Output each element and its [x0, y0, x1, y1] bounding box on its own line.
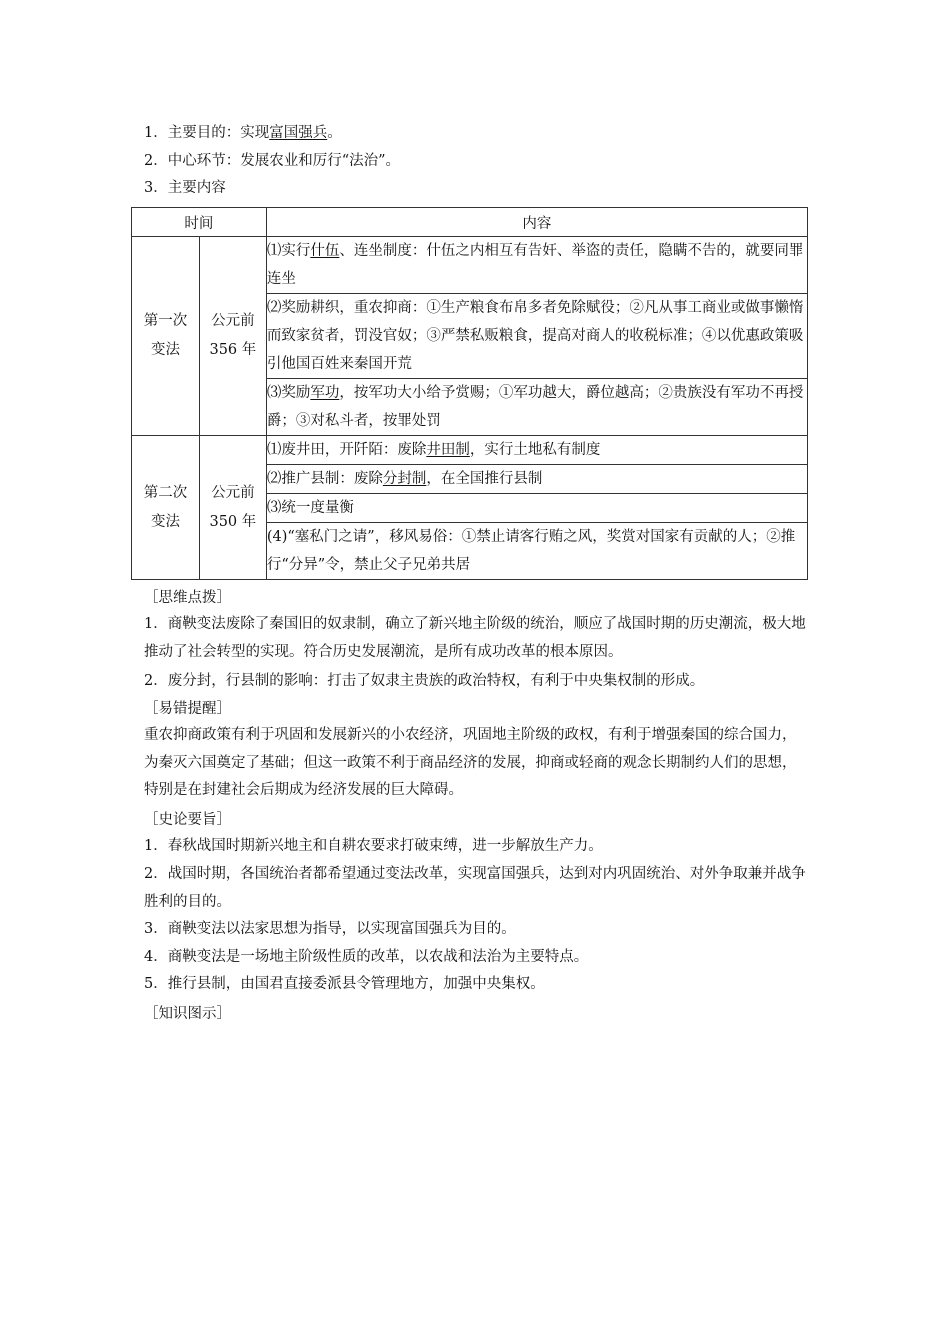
first-reform-label-line2: 变法: [150, 342, 180, 358]
first-reform-date: [199, 237, 266, 436]
first-reform-date-line1: 公元前: [211, 313, 255, 329]
second-item-2-underlined: 分封制: [382, 471, 427, 487]
thinking-paragraph-2: 2．废分封，行县制的影响：打击了奴隶主贵族的政治特权，有利于中央集权制的形成。: [144, 673, 705, 689]
first-reform-item-3: [266, 379, 807, 436]
diagram-heading: ［知识图示］: [144, 1006, 231, 1022]
history-paragraph-1: 1．春秋战国时期新兴地主和自耕农要求打破束缚，进一步解放生产力。: [144, 838, 603, 854]
mistakes-heading: ［易错提醒］: [144, 701, 231, 717]
second-reform-item-4: (4)“塞私门之请”，移风易俗：①禁止请客行贿之风，奖赏对国家有贡献的人；②推行“分异”令，禁止父子兄弟共居: [266, 523, 807, 580]
history-heading: ［史论要旨］: [144, 812, 231, 828]
first-item-1-rest: 、连坐制度：什伍之内相互有告奸、举盗的责任，隐瞒不告的，就要同罪连坐: [266, 243, 804, 287]
second-reform-date: [199, 436, 266, 580]
reform-content-table: [131, 207, 808, 580]
intro-item-1-suffix: 。: [327, 125, 342, 141]
first-reform-label-line1: 第一次: [143, 313, 188, 329]
second-reform-item-3: ⑶统一度量衡: [266, 494, 807, 523]
intro-item-1: [144, 123, 342, 143]
second-reform-date-line1: 公元前: [211, 484, 255, 501]
thinking-paragraph-1: 1．商鞅变法废除了秦国旧的奴隶制，确立了新兴地主阶级的统治，顺应了战国时期的历史潮流，极大地推动了社会转型的实现。符合历史发展潮流，是所有成功改革的根本原因。: [144, 616, 806, 660]
intro-item-1-underlined: 富国强兵: [269, 125, 328, 141]
intro-item-3: 3．主要内容: [144, 180, 226, 196]
second-reform-label-line2: 变法: [150, 513, 180, 530]
intro-item-1-text: 1．主要目的：实现: [144, 125, 270, 141]
table-row: [132, 237, 808, 294]
second-item-1-text: ⑴废井田，开阡陌：废除: [266, 442, 427, 458]
first-item-3-rest: ，按军功大小给予赏赐；①军功越大，爵位越高；②贵族没有军功不再授爵；③对私斗者，按罪处罚: [266, 385, 804, 429]
second-reform-date-line2: 350 年: [209, 513, 257, 530]
first-item-1-text: ⑴实行: [266, 243, 311, 259]
thinking-heading: ［思维点拨］: [144, 590, 231, 606]
second-reform-label-line1: 第二次: [143, 484, 188, 501]
second-item-2-rest: ，在全国推行县制: [426, 471, 543, 487]
first-item-1-underlined: 什伍: [310, 243, 340, 259]
second-item-1-underlined: 井田制: [426, 442, 470, 458]
history-paragraph-4: 4．商鞅变法是一场地主阶级性质的改革，以农战和法治为主要特点。: [144, 949, 589, 965]
first-reform-label: [132, 237, 200, 436]
mistakes-paragraph: 重农抑商政策有利于巩固和发展新兴的小农经济，巩固地主阶级的政权，有利于增强秦国的综合国力，为秦灭六国奠定了基础；但这一政策不利于商品经济的发展，抑商或轻商的观念长期制约人们的思想，特别是在封建社会后期成为经济发展的巨大障碍。: [144, 727, 797, 798]
table-row: [132, 436, 808, 465]
history-paragraph-5: 5．推行县制，由国君直接委派县令管理地方，加强中央集权。: [144, 976, 545, 992]
history-paragraph-3: 3．商鞅变法以法家思想为指导，以实现富国强兵为目的。: [144, 921, 516, 937]
first-item-3-text: ⑶奖励: [266, 385, 311, 401]
table-header-row: [132, 208, 808, 237]
history-paragraph-2: 2．战国时期，各国统治者都希望通过变法改革，实现富国强兵，达到对内巩固统治、对外争取兼并战争胜利的目的。: [144, 866, 806, 910]
second-reform-item-1: [266, 436, 807, 465]
second-item-2-text: ⑵推广县制：废除: [266, 471, 383, 487]
first-reform-item-1: [266, 237, 807, 294]
header-content: 内容: [266, 208, 807, 237]
intro-item-2: 2．中心环节：发展农业和厉行“法治”。: [144, 153, 401, 169]
header-time: 时间: [132, 208, 267, 237]
second-item-1-rest: ，实行土地私有制度: [469, 442, 601, 458]
first-reform-item-2: ⑵奖励耕织，重农抑商：①生产粮食布帛多者免除赋役；②凡从事工商业或做事懒惰而致家贫者，罚没官奴；③严禁私贩粮食，提高对商人的收税标准；④以优惠政策吸引他国百姓来秦国开荒: [266, 294, 807, 379]
first-item-3-underlined: 军功: [310, 385, 340, 401]
second-reform-label: [132, 436, 200, 580]
second-reform-item-2: [266, 465, 807, 494]
first-reform-date-line2: 356 年: [209, 342, 257, 358]
